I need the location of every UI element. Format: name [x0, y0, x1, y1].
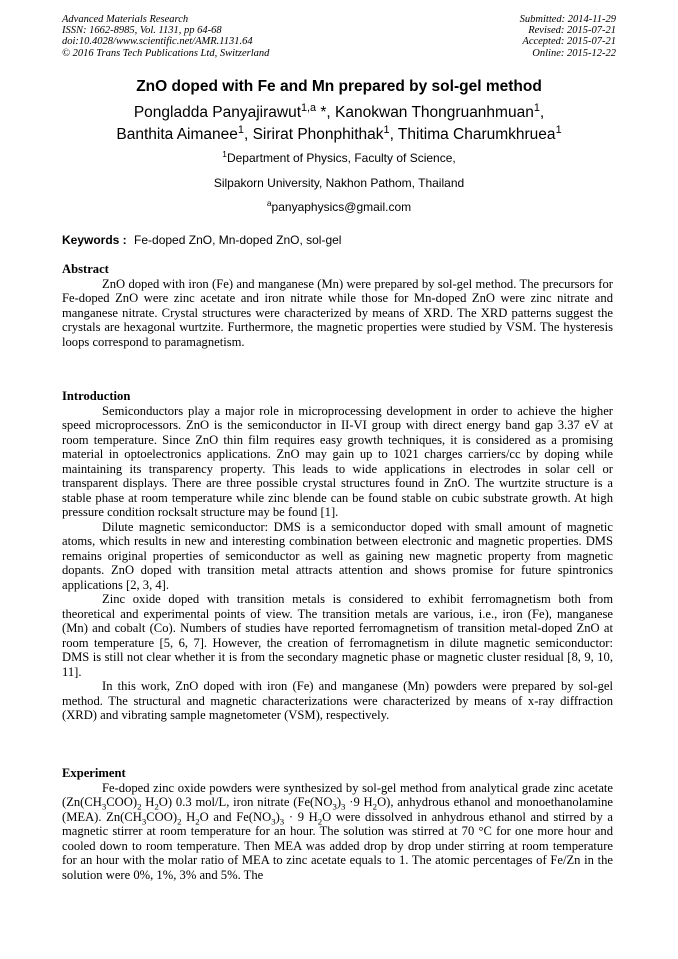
author-sep: ,: [243, 126, 253, 143]
author-name: Thitima Charumkhruea: [397, 126, 556, 143]
submitted-date: Submitted: 2014-11-29: [519, 14, 616, 25]
author-name: Sirirat Phonphithak: [252, 126, 384, 143]
author-name: Banthita Aimanee: [116, 126, 238, 143]
keywords: [62, 233, 341, 247]
author-list: [0, 102, 678, 146]
revised-date: Revised: 2015-07-21: [528, 25, 616, 37]
affiliation-text: Department of Physics, Faculty of Science,: [226, 151, 456, 165]
author-line-1: [0, 102, 678, 124]
issn-line: ISSN: 1662-8985, Vol. 1131, pp 64-68: [62, 25, 222, 37]
doi-line: doi:10.4028/www.scientific.net/AMR.1131.64: [62, 36, 253, 48]
abstract-section: [62, 262, 613, 349]
corresponding-mark: *: [316, 104, 327, 121]
affiliation-line-1: [0, 151, 678, 165]
experiment-section: [62, 766, 613, 882]
intro-paragraph-2: Dilute magnetic semiconductor: DMS is a semiconductor doped with small amount of magnetic atoms, which results in new and interesting combination between electronic and magnetic properties. DMS remains original properties of semiconductor as well as gaining new magnetic property from magnetic dopants. ZnO doped with transition metal attracts attention and shows promise for future spintronics applications [2, 3, 4].: [62, 519, 613, 592]
intro-paragraph-1: Semiconductors play a major role in microprocessing development in order to achieve the higher speed microprocessors. ZnO is the semiconductor in II-VI group with direct energy band gap 3.37 eV at room temperature. Since ZnO thin film requires easy growth techniques, it is considered as a promising material in optoelectronics applications. ZnO may gain up to 1021 charges carriers/cc by doping while maintaining its transparency property. This leads to wide applications in electrodes in solar cell or transparent displays. There are three possible crystal structures found in ZnO. The wurtzite structure is a stable phase at room temperature while zinc blende can be found stable on cubic substrate growth. At high pressure condition rocksalt structure may be found [1].: [62, 403, 613, 519]
accepted-date: Accepted: 2015-07-21: [522, 36, 616, 48]
author-affil-sup: 1: [383, 123, 390, 136]
online-date: Online: 2015-12-22: [532, 47, 616, 59]
journal-name: Advanced Materials Research: [62, 14, 189, 25]
publication-info: [62, 14, 269, 59]
affiliation-sup: 1: [222, 149, 227, 159]
keywords-label: Keywords :: [62, 233, 127, 247]
abstract-heading: Abstract: [62, 262, 109, 276]
author-name: Kanokwan Thongruanhmuan: [335, 104, 534, 121]
paper-title: ZnO doped with Fe and Mn prepared by sol-gel method: [136, 78, 542, 95]
affiliation-line-2: Silpakorn University, Nakhon Pathom, Thailand: [213, 176, 465, 190]
publication-dates: [520, 14, 616, 59]
email-line: [0, 200, 678, 214]
author-sep: ,: [539, 104, 545, 121]
email-sup: a: [266, 198, 272, 208]
author-affil-sup: 1,a: [301, 101, 317, 114]
experiment-paragraph-1: Fe-doped zinc oxide powders were synthesized by sol-gel method from analytical grade zinc acetate ($Zn(CH_3COO)_2$ $H_2O$) 0.3 mol/L, iron nitrate ($Fe(NO_3)_3 \cdot 9$ $H_2O$), anhydrous ethanol and monoethanolamine (MEA). $Zn(CH_3COO)_2$ $H_2O$ and $Fe(NO_3)_3 \cdot 9$ $H_2O$ were dissolved in anhydrous ethanol and stirred by a magnetic stirrer at room temperature for an hour. The solution was stirred at 70 °C for one more hour and cooled down to room temperature. Then MEA was added drop by drop under stirring at room temperature for an hour with the molar ratio of MEA to zinc acetate equals to 1. The atomic percentages of Fe/Zn in the solution were 0%, 1%, 3% and 5%. The: [62, 780, 613, 882]
author-affil-sup: 1: [555, 123, 562, 136]
author-affil-sup: 1: [533, 101, 540, 114]
intro-paragraph-4: In this work, ZnO doped with iron (Fe) and manganese (Mn) powders were prepared by sol-gel method. The structural and magnetic characterizations were characterized by means of x-ray diffraction (XRD) and vibrating sample magnetometer (VSM), respectively.: [62, 679, 613, 722]
abstract-text: ZnO doped with iron (Fe) and manganese (Mn) were prepared by sol-gel method. The precursors for Fe-doped ZnO were zinc acetate and iron nitrate while those for Mn-doped ZnO were zinc nitrate and manganese nitrate. Crystal structures were characterized by means of XRD. The XRD patterns suggest the crystals are hexagonal wurtzite. Furthermore, the magnetic properties were studied by VSM. The hysteresis loops correspond to paramagnetism.: [62, 276, 613, 349]
copyright-line: © 2016 Trans Tech Publications Ltd, Switzerland: [62, 47, 270, 59]
author-name: Pongladda Panyajirawut: [133, 104, 301, 121]
experiment-heading: Experiment: [62, 766, 126, 780]
author-sep: ,: [389, 126, 398, 143]
introduction-section: [62, 389, 613, 723]
author-affil-sup: 1: [237, 123, 244, 136]
introduction-heading: Introduction: [62, 389, 131, 403]
intro-paragraph-3: Zinc oxide doped with transition metals is considered to exhibit ferromagnetism both from theoretical and experimental points of view. The transition metals are various, i.e., iron (Fe), manganese (Mn) and cobalt (Co). Numbers of studies have reported ferromagnetism of transition metal-doped ZnO at room temperature [5, 6, 7]. However, the creation of ferromagnetism in dilute magnetic semiconductor: DMS is still not clear whether it is from the secondary magnetic phase or magnetic cluster residual [8, 9, 10, 11].: [62, 592, 613, 679]
author-line-2: [0, 124, 678, 146]
keywords-text: Fe-doped ZnO, Mn-doped ZnO, sol-gel: [134, 233, 342, 247]
author-email: panyaphysics@gmail.com: [271, 200, 412, 214]
author-sep: ,: [326, 104, 336, 121]
